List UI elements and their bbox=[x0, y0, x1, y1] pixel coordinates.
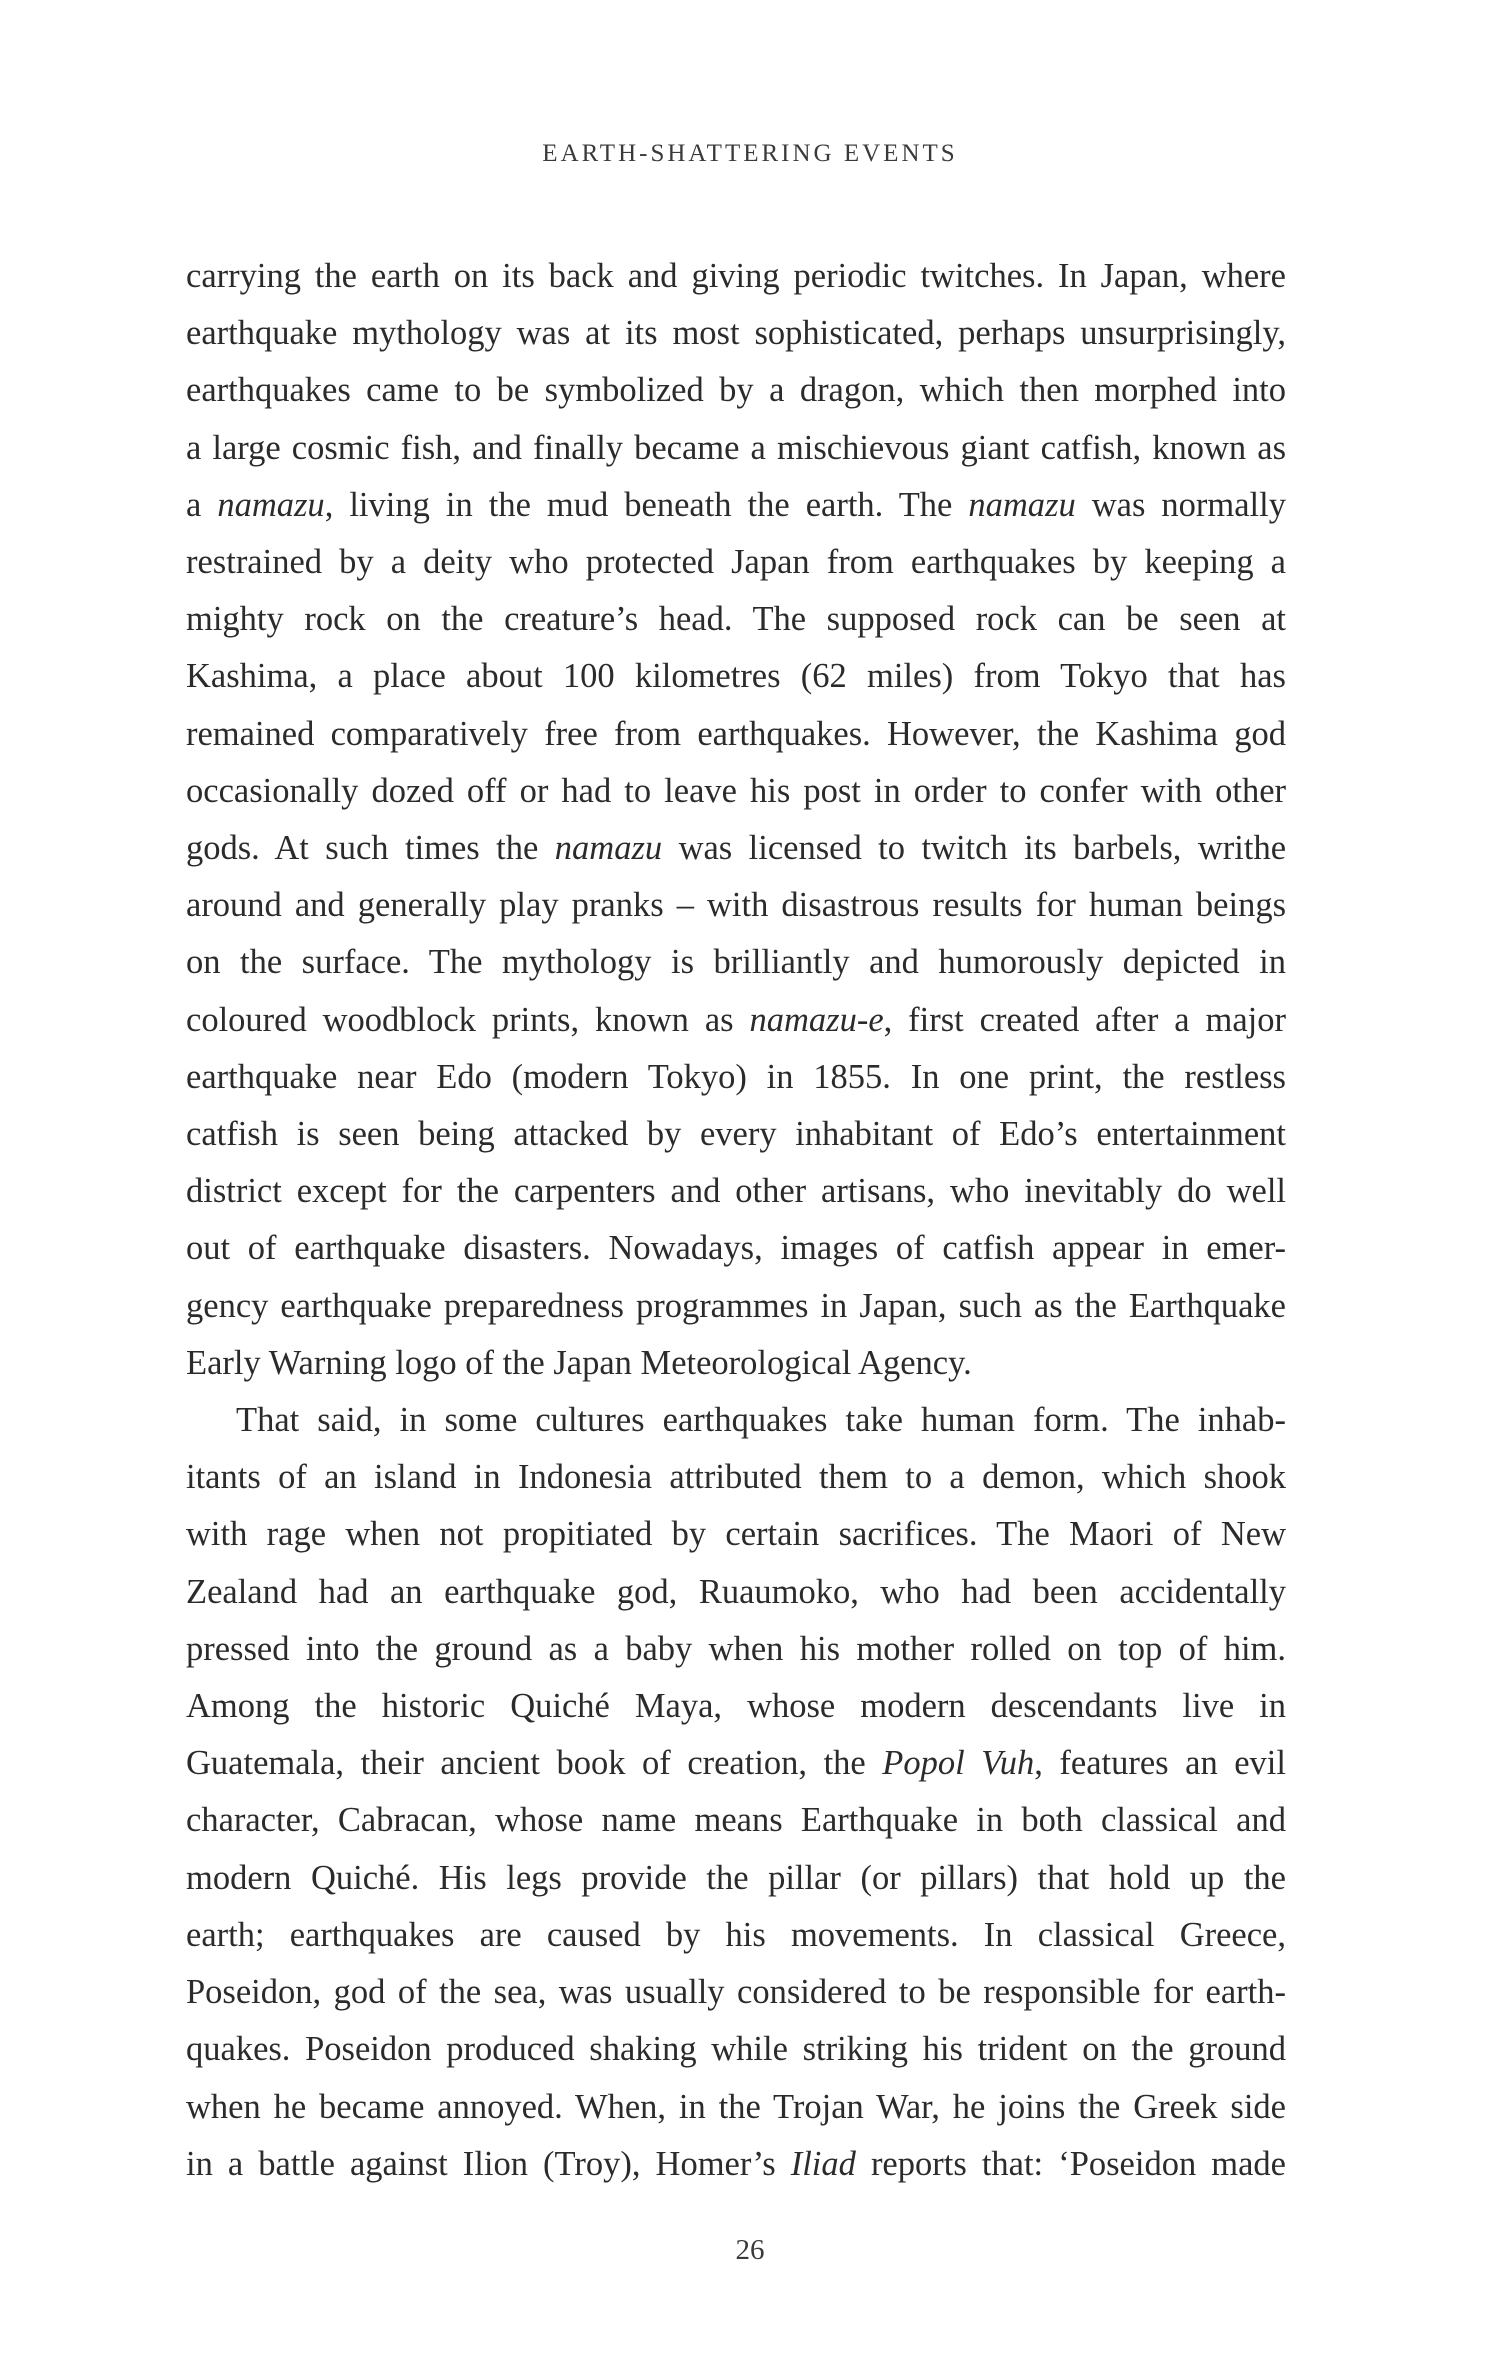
italic-term: namazu bbox=[554, 829, 663, 868]
text-line bbox=[186, 2021, 1286, 2078]
text-line bbox=[186, 362, 1286, 419]
text-line bbox=[186, 1278, 1286, 1335]
text-span: earthquake mythology was at its most sophisticated, perhaps unsurprisingly, bbox=[186, 314, 1286, 353]
text-span: around and generally play pranks – with disastrous results for human beings bbox=[186, 886, 1286, 925]
text-line bbox=[186, 591, 1286, 648]
text-span: Poseidon, god of the sea, was usually considered to be responsible for earth- bbox=[186, 1973, 1286, 2012]
text-line bbox=[186, 934, 1286, 991]
text-line bbox=[186, 1621, 1286, 1678]
text-span: That said, in some cultures earthquakes take human form. The inhab- bbox=[236, 1401, 1286, 1440]
text-span: carrying the earth on its back and giving periodic twitches. In Japan, where bbox=[186, 257, 1286, 295]
text-span: occasionally dozed off or had to leave his post in order to confer with other bbox=[186, 771, 1286, 810]
text-span: earth; earthquakes are caused by his movements. In classical Greece, bbox=[186, 1915, 1286, 1954]
italic-term: namazu-e bbox=[749, 1000, 884, 1039]
text-line bbox=[186, 2079, 1286, 2136]
text-line bbox=[186, 648, 1286, 705]
text-line bbox=[186, 1506, 1286, 1563]
text-line bbox=[186, 1335, 1286, 1392]
running-head: EARTH-SHATTERING EVENTS bbox=[542, 140, 958, 167]
text-span: character, Cabracan, whose name means Earthquake in both classical and bbox=[186, 1801, 1286, 1840]
text-span: itants of an island in Indonesia attributed them to a demon, which shook bbox=[186, 1458, 1286, 1497]
text-line bbox=[186, 1678, 1286, 1735]
text-span: coloured woodblock prints, known as bbox=[186, 1000, 750, 1039]
text-line bbox=[186, 248, 1286, 305]
text-line bbox=[186, 1220, 1286, 1277]
text-span: a bbox=[186, 485, 218, 524]
text-line bbox=[186, 992, 1286, 1049]
text-line bbox=[186, 1392, 1286, 1449]
text-line bbox=[186, 477, 1286, 534]
text-line bbox=[186, 820, 1286, 877]
text-line bbox=[186, 1907, 1286, 1964]
text-span: Early Warning logo of the Japan Meteorological Agency. bbox=[186, 1343, 972, 1382]
text-span: gency earthquake preparedness programmes in Japan, such as the Earthquake bbox=[186, 1286, 1286, 1325]
text-span: pressed into the ground as a baby when his mother rolled on top of him. bbox=[186, 1629, 1286, 1668]
text-span: Kashima, a place about 100 kilometres (62 miles) from Tokyo that has bbox=[186, 657, 1286, 696]
text-line bbox=[186, 1106, 1286, 1163]
text-span: quakes. Poseidon produced shaking while striking his trident on the ground bbox=[186, 2030, 1286, 2069]
text-span: was licensed to twitch its barbels, writhe bbox=[662, 829, 1287, 868]
text-line bbox=[186, 1735, 1286, 1792]
text-span: , living in the mud beneath the earth. The bbox=[324, 485, 969, 524]
text-span: reports that: ‘Poseidon made bbox=[855, 2144, 1286, 2183]
text-line bbox=[186, 1163, 1286, 1220]
text-line bbox=[186, 1049, 1286, 1106]
text-line bbox=[186, 1964, 1286, 2021]
body-text bbox=[186, 248, 1286, 2193]
text-span: earthquakes came to be symbolized by a dragon, which then morphed into bbox=[186, 371, 1286, 410]
text-span: remained comparatively free from earthquakes. However, the Kashima god bbox=[186, 714, 1286, 753]
text-span: on the surface. The mythology is brilliantly and humorously depicted in bbox=[186, 943, 1286, 982]
text-line bbox=[186, 706, 1286, 763]
text-span: , features an evil bbox=[1034, 1744, 1286, 1783]
text-line bbox=[186, 877, 1286, 934]
text-line bbox=[186, 1792, 1286, 1849]
text-line bbox=[186, 763, 1286, 820]
text-span: mighty rock on the creature’s head. The supposed rock can be seen at bbox=[186, 600, 1286, 639]
italic-title: Iliad bbox=[790, 2144, 856, 2183]
text-line bbox=[186, 305, 1286, 362]
text-span: earthquake near Edo (modern Tokyo) in 1855. In one print, the restless bbox=[186, 1057, 1286, 1096]
text-line bbox=[186, 1449, 1286, 1506]
text-line bbox=[186, 2136, 1286, 2193]
text-span: district except for the carpenters and other artisans, who inevitably do well bbox=[186, 1172, 1286, 1211]
text-span: gods. At such times the bbox=[186, 829, 555, 868]
text-line bbox=[186, 534, 1286, 591]
text-span: restrained by a deity who protected Japan from earthquakes by keeping a bbox=[186, 543, 1286, 582]
text-span: when he became annoyed. When, in the Trojan War, he joins the Greek side bbox=[186, 2087, 1286, 2126]
page-number: 26 bbox=[735, 2234, 765, 2266]
text-span: Guatemala, their ancient book of creation, the bbox=[186, 1744, 883, 1783]
text-line bbox=[186, 1850, 1286, 1907]
text-line bbox=[186, 420, 1286, 477]
text-span: Among the historic Quiché Maya, whose modern descendants live in bbox=[186, 1687, 1286, 1726]
text-span: out of earthquake disasters. Nowadays, images of catfish appear in emer- bbox=[186, 1229, 1286, 1268]
text-span: , first created after a major bbox=[883, 1000, 1286, 1039]
text-span: catfish is seen being attacked by every inhabitant of Edo’s entertainment bbox=[186, 1115, 1286, 1154]
italic-term: namazu bbox=[968, 485, 1076, 524]
text-span: modern Quiché. His legs provide the pillar (or pillars) that hold up the bbox=[186, 1858, 1286, 1897]
text-span: with rage when not propitiated by certain sacrifices. The Maori of New bbox=[186, 1515, 1286, 1554]
italic-title: Popol Vuh bbox=[882, 1744, 1035, 1783]
text-line bbox=[186, 1564, 1286, 1621]
italic-term: namazu bbox=[217, 485, 325, 524]
text-span: a large cosmic fish, and finally became a mischievous giant catfish, known as bbox=[186, 428, 1286, 467]
text-span: Zealand had an earthquake god, Ruaumoko, who had been accidentally bbox=[186, 1572, 1286, 1611]
text-span: was normally bbox=[1075, 485, 1286, 524]
text-span: in a battle against Ilion (Troy), Homer’s bbox=[186, 2144, 791, 2183]
